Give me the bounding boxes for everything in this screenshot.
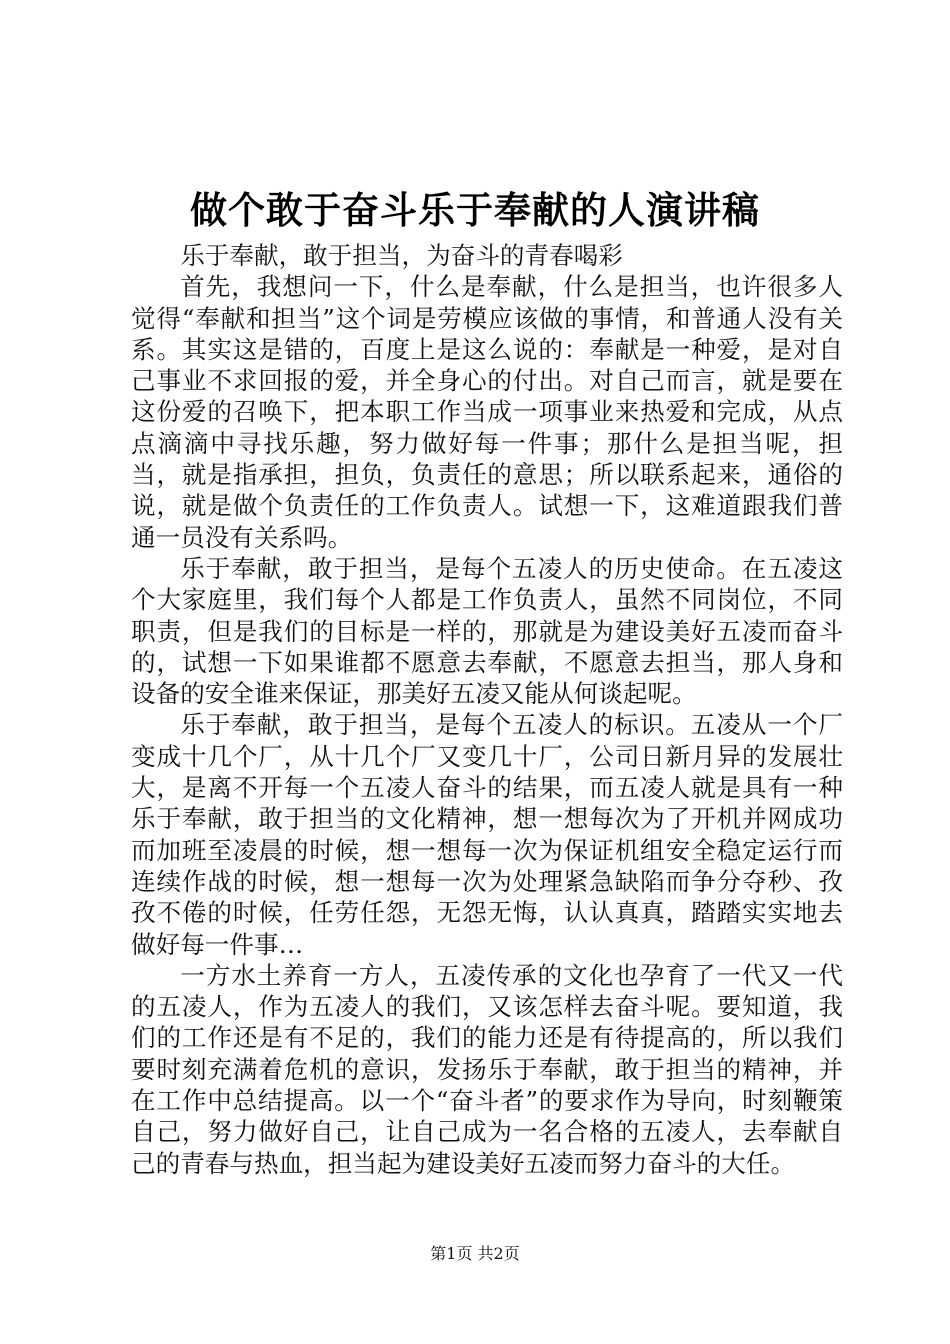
document-body xyxy=(131,240,843,1179)
paragraph-2: 乐于奉献，敢于担当，是每个五凌人的历史使命。在五凌这个大家庭里，我们每个人都是工作负责人，虽然不同岗位，不同职责，但是我们的目标是一样的，那就是为建设美好五凌而奋斗的，试想一下如果谁都不愿意去奉献，不愿意去担当，那人身和设备的安全谁来保证，那美好五凌又能从何谈起呢。 xyxy=(131,553,843,709)
page-footer: 第1页 共2页 xyxy=(430,1244,520,1263)
paragraph-3: 乐于奉献，敢于担当，是每个五凌人的标识。五凌从一个厂变成十几个厂，从十几个厂又变几十厂，公司日新月异的发展壮大，是离不开每一个五凌人奋斗的结果，而五凌人就是具有一种乐于奉献，敢于担当的文化精神，想一想每次为了开机并网成功而加班至凌晨的时候，想一想每一次为保证机组安全稳定运行而连续作战的时候，想一想每一次为处理紧急缺陷而争分夺秒、孜孜不倦的时候，任劳任怨，无怨无悔，认认真真，踏踏实实地去做好每一件事… xyxy=(131,710,843,959)
paragraph-subtitle: 乐于奉献，敢于担当，为奋斗的青春喝彩 xyxy=(180,241,623,270)
document-title: 做个敢于奋斗乐于奉献的人演讲稿 xyxy=(190,188,760,232)
paragraph-1: 首先，我想问一下，什么是奉献，什么是担当，也许很多人觉得“奉献和担当”这个词是劳模应该做的事情，和普通人没有关系。其实这是错的，百度上是这么说的：奉献是一种爱，是对自己事业不求回报的爱，并全身心的付出。对自己而言，就是要在这份爱的召唤下，把本职工作当成一项事业来热爱和完成，从点点滴滴中寻找乐趣，努力做好每一件事；那什么是担当呢，担当，就是指承担，担负，负责任的意思；所以联系起来，通俗的说，就是做个负责任的工作负责人。试想一下，这难道跟我们普通一员没有关系吗。 xyxy=(131,272,843,552)
paragraph-4: 一方水土养育一方人，五凌传承的文化也孕育了一代又一代的五凌人，作为五凌人的我们，又该怎样去奋斗呢。要知道，我们的工作还是有不足的，我们的能力还是有待提高的，所以我们要时刻充满着危机的意识，发扬乐于奉献，敢于担当的精神，并在工作中总结提高。以一个“奋斗者”的要求作为导向，时刻鞭策自己，努力做好自己，让自己成为一名合格的五凌人，去奉献自己的青春与热血，担当起为建设美好五凌而努力奋斗的大任。 xyxy=(131,960,843,1178)
